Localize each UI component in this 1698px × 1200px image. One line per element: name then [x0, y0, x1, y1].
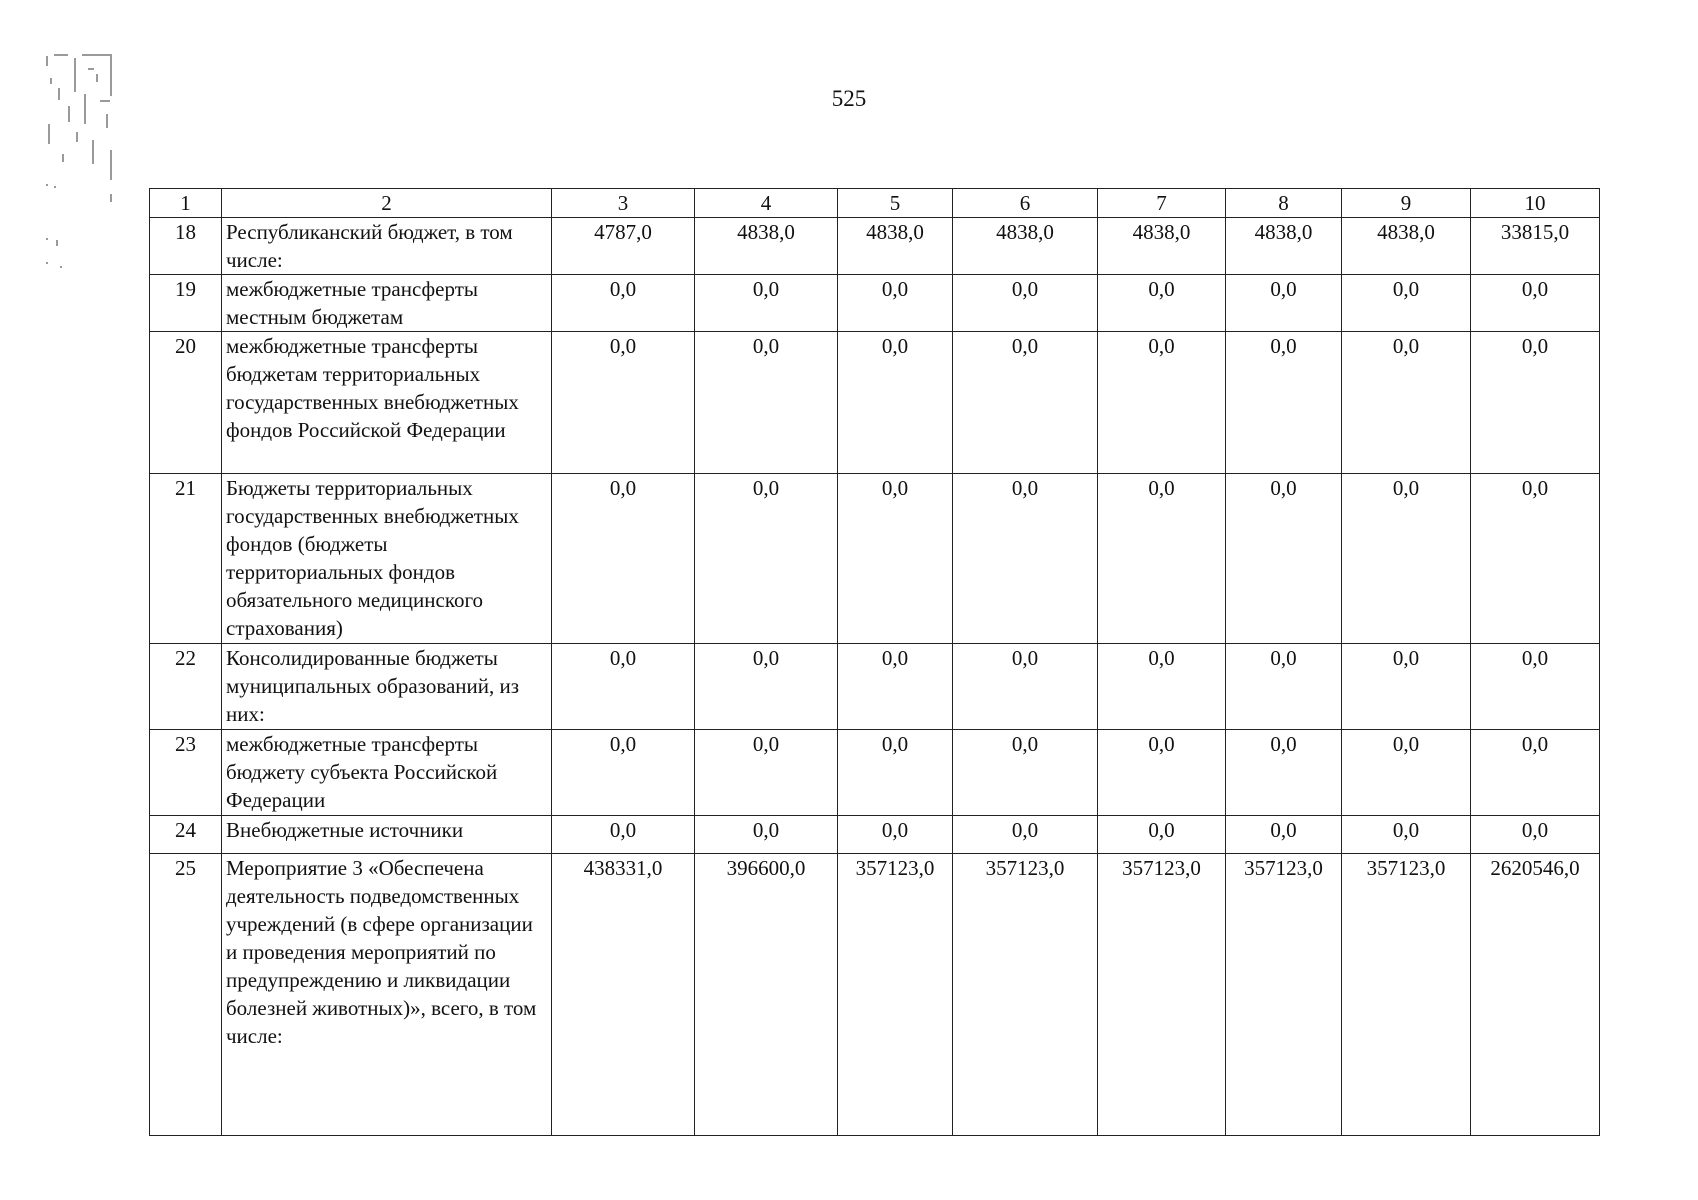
value-cell: 0,0: [695, 275, 838, 332]
column-number: 3: [552, 189, 695, 218]
value-cell: 0,0: [1471, 730, 1600, 816]
value-cell: 0,0: [1098, 816, 1226, 854]
budget-table: [149, 188, 1600, 1136]
row-label: межбюджетные трансферты бюджету субъекта Российской Федерации: [222, 730, 552, 816]
value-cell: 0,0: [838, 275, 953, 332]
row-number: 24: [150, 816, 222, 854]
row-label: межбюджетные трансферты местным бюджетам: [222, 275, 552, 332]
value-cell: 0,0: [953, 730, 1098, 816]
row-label: Мероприятие 3 «Обеспечена деятельность подведомственных учреждений (в сфере организации и проведения мероприятий по предупреждению и ликвидации болезней животных)», всего, в том числе:: [222, 854, 552, 1136]
value-cell: 0,0: [552, 275, 695, 332]
page-number: 525: [831, 86, 867, 111]
value-cell: 0,0: [953, 474, 1098, 644]
table-row: [150, 218, 1600, 275]
value-cell: 0,0: [953, 275, 1098, 332]
value-cell: 0,0: [838, 332, 953, 474]
value-cell: 0,0: [1098, 644, 1226, 730]
value-cell: 2620546,0: [1471, 854, 1600, 1136]
value-cell: 0,0: [953, 332, 1098, 474]
value-cell: 0,0: [1098, 275, 1226, 332]
row-number: 20: [150, 332, 222, 474]
value-cell: 0,0: [552, 644, 695, 730]
value-cell: 0,0: [1098, 474, 1226, 644]
value-cell: 0,0: [552, 816, 695, 854]
value-cell: 0,0: [695, 644, 838, 730]
value-cell: 357123,0: [1342, 854, 1471, 1136]
value-cell: 0,0: [1226, 332, 1342, 474]
column-number: 7: [1098, 189, 1226, 218]
row-number: 25: [150, 854, 222, 1136]
row-number: 23: [150, 730, 222, 816]
value-cell: 0,0: [695, 730, 838, 816]
value-cell: 0,0: [1342, 474, 1471, 644]
value-cell: 0,0: [838, 474, 953, 644]
table-row: [150, 816, 1600, 854]
table-row: [150, 474, 1600, 644]
value-cell: 357123,0: [953, 854, 1098, 1136]
row-label: Консолидированные бюджеты муниципальных образований, из них:: [222, 644, 552, 730]
value-cell: 438331,0: [552, 854, 695, 1136]
row-number: 18: [150, 218, 222, 275]
value-cell: 0,0: [695, 816, 838, 854]
value-cell: 0,0: [1226, 275, 1342, 332]
table-row: [150, 275, 1600, 332]
row-label: Бюджеты территориальных государственных внебюджетных фондов (бюджеты территориальных фондов обязательного медицинского страхования): [222, 474, 552, 644]
value-cell: 0,0: [1342, 816, 1471, 854]
value-cell: 0,0: [1226, 644, 1342, 730]
value-cell: 357123,0: [1226, 854, 1342, 1136]
value-cell: 0,0: [552, 474, 695, 644]
column-number: 9: [1342, 189, 1471, 218]
value-cell: 4787,0: [552, 218, 695, 275]
row-label: Внебюджетные источники: [222, 816, 552, 854]
value-cell: 4838,0: [695, 218, 838, 275]
value-cell: 4838,0: [1342, 218, 1471, 275]
row-number: 19: [150, 275, 222, 332]
value-cell: 0,0: [1342, 332, 1471, 474]
value-cell: 4838,0: [838, 218, 953, 275]
column-number: 8: [1226, 189, 1342, 218]
table-row: [150, 854, 1600, 1136]
value-cell: 0,0: [953, 644, 1098, 730]
value-cell: 0,0: [838, 816, 953, 854]
value-cell: 0,0: [1471, 816, 1600, 854]
column-number-row: [150, 189, 1600, 218]
value-cell: 0,0: [695, 474, 838, 644]
value-cell: 0,0: [1471, 332, 1600, 474]
value-cell: 0,0: [1471, 644, 1600, 730]
value-cell: 4838,0: [1098, 218, 1226, 275]
value-cell: 0,0: [1471, 275, 1600, 332]
value-cell: 33815,0: [1471, 218, 1600, 275]
value-cell: 0,0: [1471, 474, 1600, 644]
row-number: 21: [150, 474, 222, 644]
value-cell: 396600,0: [695, 854, 838, 1136]
value-cell: 357123,0: [838, 854, 953, 1136]
value-cell: 0,0: [953, 816, 1098, 854]
value-cell: 0,0: [1226, 474, 1342, 644]
column-number: 2: [222, 189, 552, 218]
value-cell: 0,0: [1098, 332, 1226, 474]
row-number: 22: [150, 644, 222, 730]
value-cell: 0,0: [552, 332, 695, 474]
value-cell: 0,0: [1342, 730, 1471, 816]
value-cell: 0,0: [1342, 275, 1471, 332]
column-number: 1: [150, 189, 222, 218]
column-number: 6: [953, 189, 1098, 218]
value-cell: 357123,0: [1098, 854, 1226, 1136]
value-cell: 0,0: [1098, 730, 1226, 816]
row-label: межбюджетные трансферты бюджетам территориальных государственных внебюджетных фондов Российской Федерации: [222, 332, 552, 474]
value-cell: 4838,0: [1226, 218, 1342, 275]
table-row: [150, 332, 1600, 474]
value-cell: 0,0: [1226, 730, 1342, 816]
table-row: [150, 644, 1600, 730]
value-cell: 0,0: [838, 730, 953, 816]
row-label: Республиканский бюджет, в том числе:: [222, 218, 552, 275]
value-cell: 0,0: [695, 332, 838, 474]
column-number: 4: [695, 189, 838, 218]
value-cell: 0,0: [838, 644, 953, 730]
value-cell: 0,0: [1342, 644, 1471, 730]
column-number: 10: [1471, 189, 1600, 218]
value-cell: 4838,0: [953, 218, 1098, 275]
value-cell: 0,0: [1226, 816, 1342, 854]
value-cell: 0,0: [552, 730, 695, 816]
table-row: [150, 730, 1600, 816]
column-number: 5: [838, 189, 953, 218]
